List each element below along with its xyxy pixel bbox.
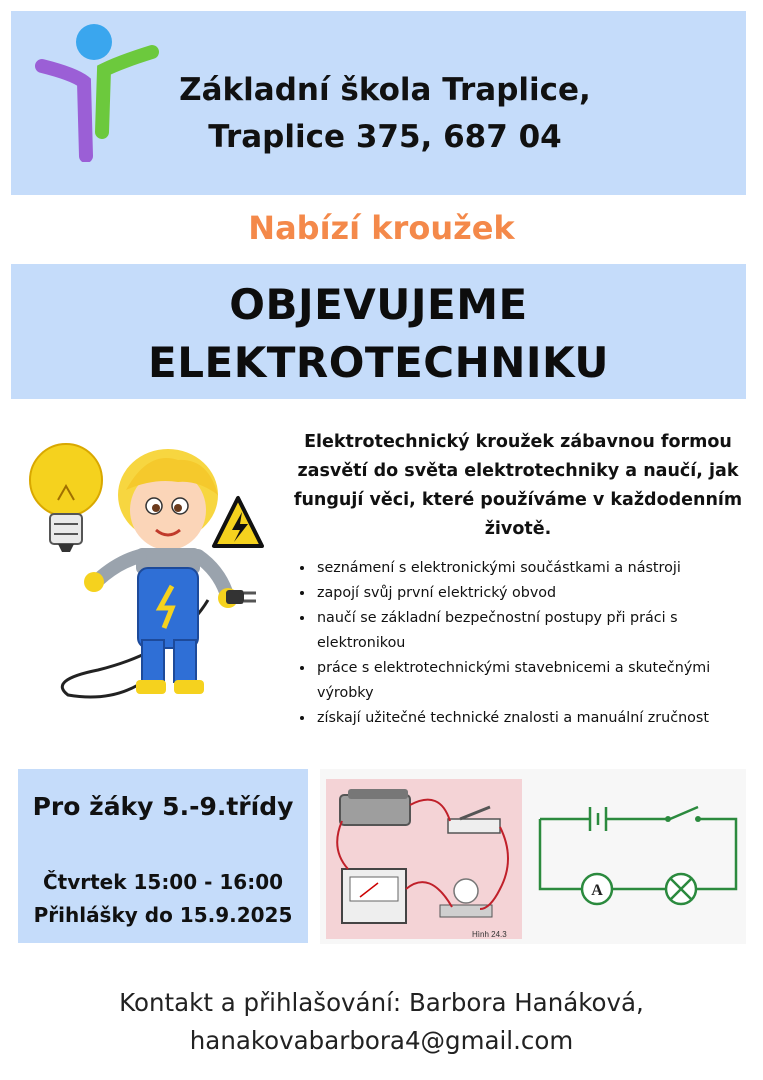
list-item: • získají užitečné technické znalosti a manuální zručnost (315, 706, 763, 731)
registration-deadline: Přihlášky do 15.9.2025 (33, 903, 293, 927)
school-address: Traplice 375, 687 04 (208, 119, 562, 155)
school-logo-icon (34, 22, 160, 162)
electric-circuit-illustration (320, 769, 746, 944)
title-line-1: OBJEVUJEME (229, 280, 528, 329)
title-line-2: ELEKTROTECHNIKU (148, 338, 609, 387)
list-item: • naučí se základní bezpečnostní postupy při práci s elektronikou (315, 606, 763, 656)
school-name: Základní škola Traplice, (179, 72, 591, 108)
contact-email[interactable]: hanakovabarbora4@gmail.com (189, 1026, 574, 1055)
target-grades: Pro žáky 5.-9.třídy (32, 792, 294, 821)
list-item: • seznámení s elektronickými součástkami a nástroji (315, 556, 763, 581)
meeting-time: Čtvrtek 15:00 - 16:00 (42, 870, 284, 894)
feature-list (297, 556, 763, 731)
boy-with-lightbulb-illustration (28, 440, 268, 700)
ammeter-label: A (591, 882, 603, 899)
contact-line: Kontakt a přihlašování: Barbora Hanáková, (119, 988, 644, 1017)
list-item: • práce s elektrotechnickými stavebnicemi a skutečnými výrobky (315, 656, 763, 706)
list-item: • zapojí svůj první elektrický obvod (315, 581, 763, 606)
circuit-caption: Hình 24.3 (472, 930, 507, 939)
offer-heading: Nabízí kroužek (248, 209, 515, 247)
intro-text: Elektrotechnický kroužek zábavnou formou zasvětí do světa elektrotechniky a naučí, jak fungují věci, které používáme v každodenním životě. (293, 432, 743, 539)
